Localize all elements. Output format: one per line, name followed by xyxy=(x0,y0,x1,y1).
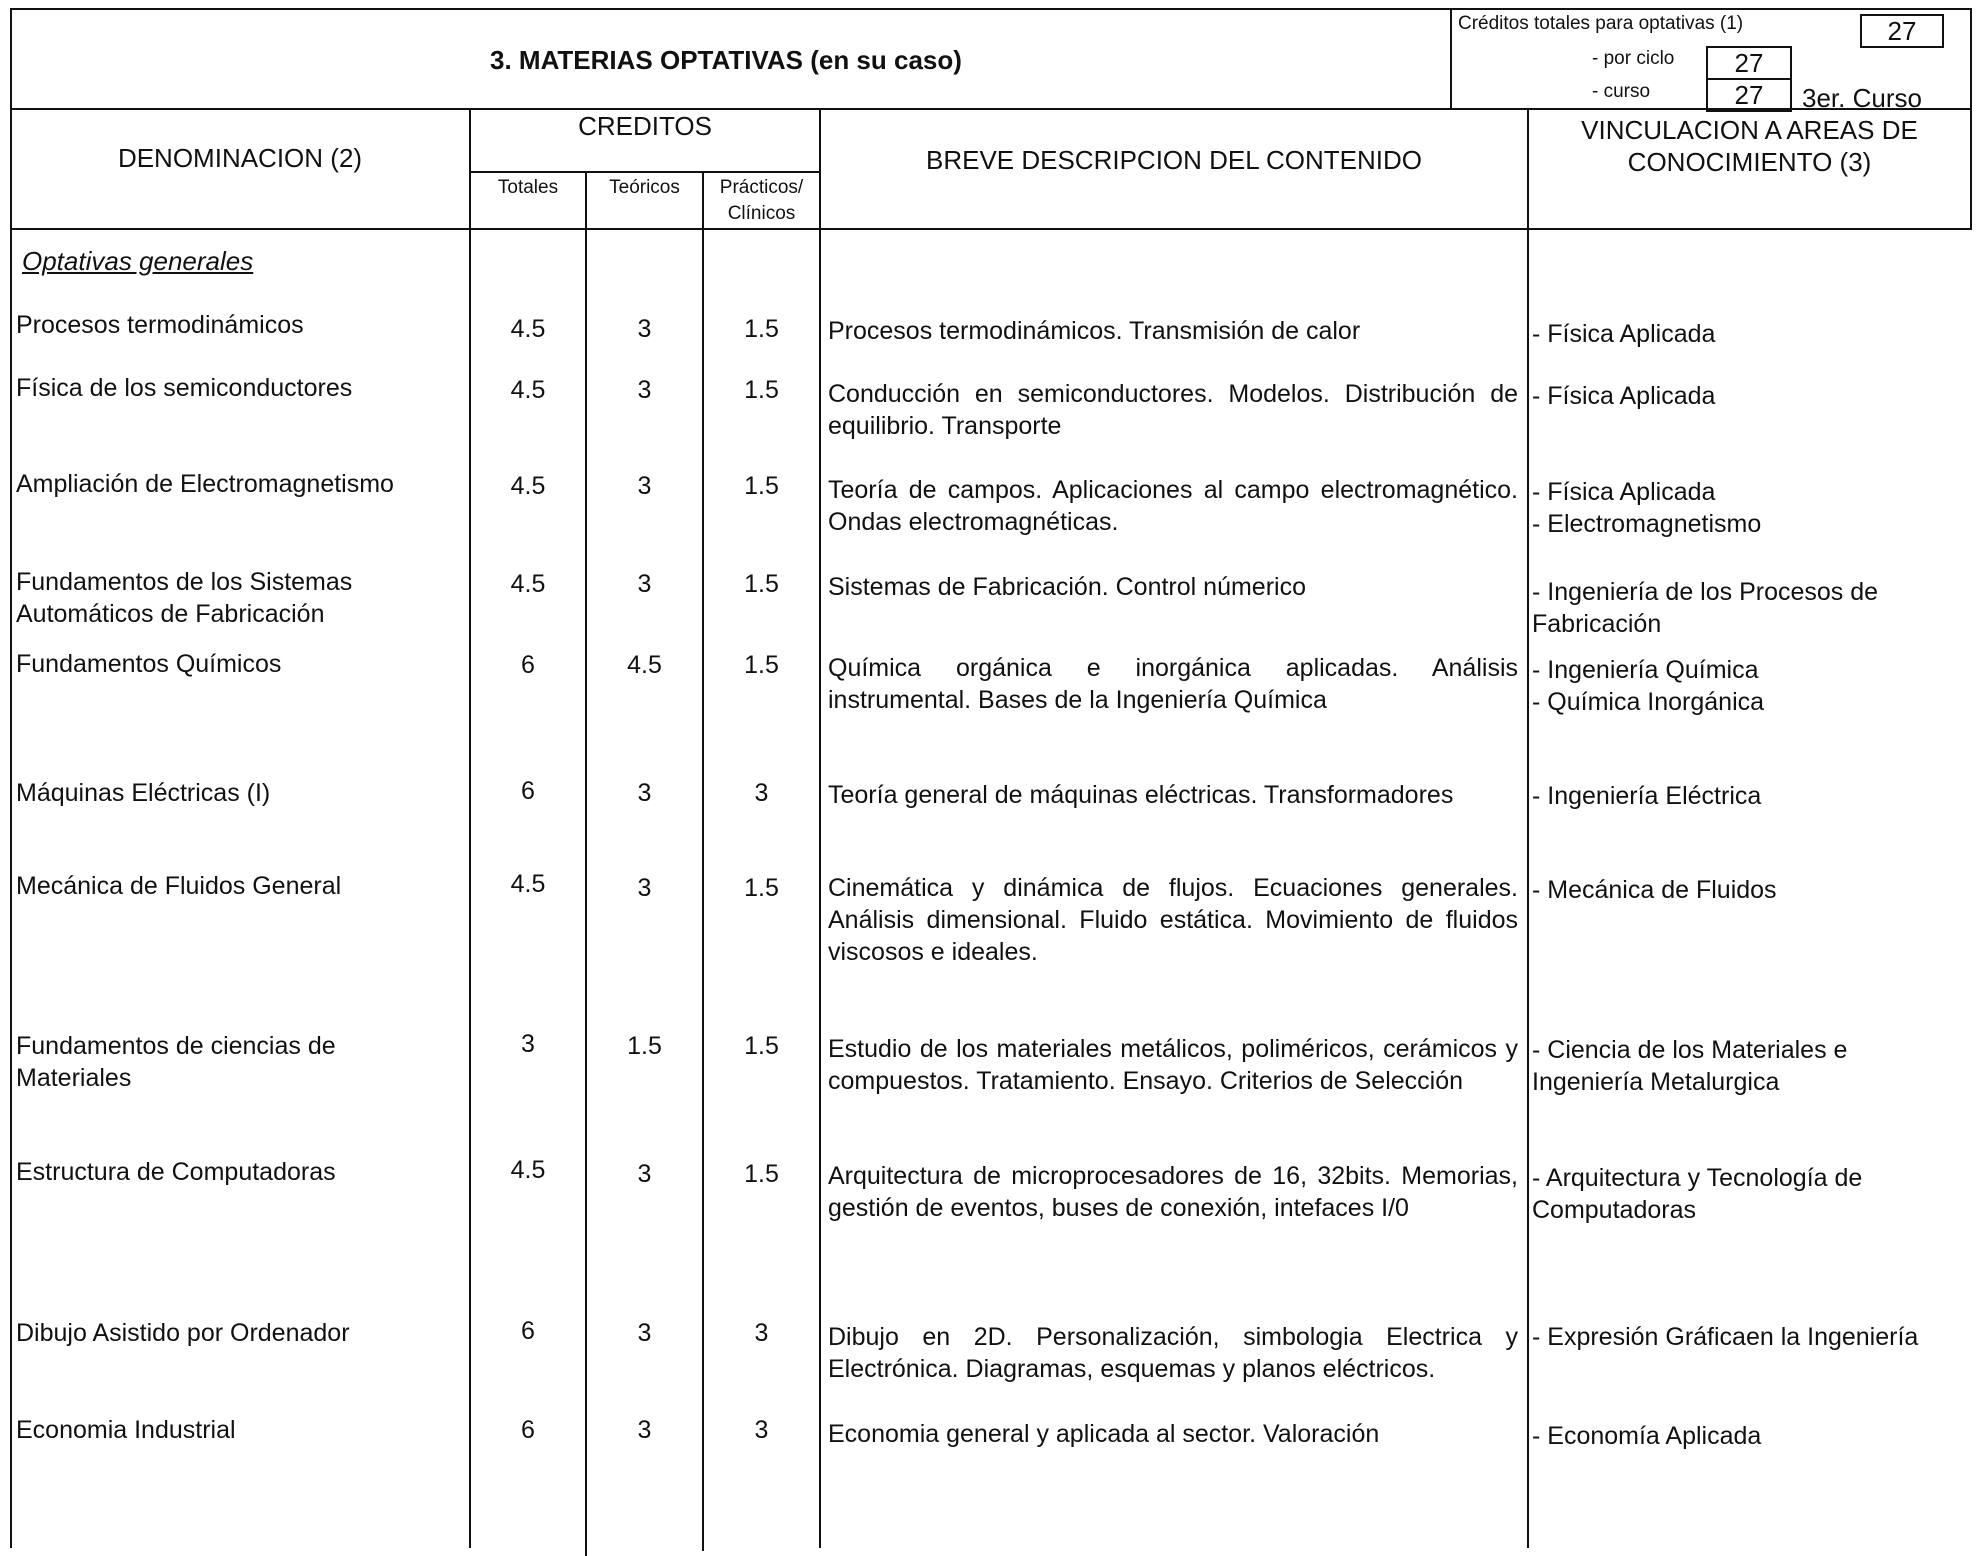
row-teoricos: 3 xyxy=(637,472,652,500)
header-bottom-line xyxy=(10,108,1972,110)
por-ciclo-box: 27 xyxy=(1706,46,1792,80)
creditos-divider-line xyxy=(470,171,820,173)
row-name: Estructura de Computadoras xyxy=(16,1158,336,1186)
row-area: - Electromagnetismo xyxy=(1532,510,1762,538)
row-area: - Física Aplicada xyxy=(1532,320,1716,348)
colheader-bottom-line xyxy=(10,228,1972,230)
row-description: Cinemática y dinámica de flujos. Ecuaciones generales. Análisis dimensional. Fluido estática. Movimiento de fluidos viscosos e ideales. xyxy=(828,874,1518,966)
row-name: Máquinas Eléctricas (I) xyxy=(16,779,271,807)
row-description: Teoría de campos. Aplicaciones al campo electromagnético. Ondas electromagnéticas. xyxy=(828,476,1518,536)
row-name: Fundamentos de ciencias de Materiales xyxy=(16,1032,336,1092)
row-practicos: 1.5 xyxy=(744,874,779,902)
row-teoricos: 3 xyxy=(637,1160,652,1188)
page-title: 3. MATERIAS OPTATIVAS (en su caso) xyxy=(490,45,962,75)
row-teoricos: 3 xyxy=(637,315,652,343)
col-vinculacion-line1: VINCULACION A AREAS DE xyxy=(1581,115,1918,145)
row-area: - Expresión Gráficaen la Ingeniería xyxy=(1532,1323,1919,1351)
row-totales: 6 xyxy=(521,651,535,679)
curso-label: - curso xyxy=(1592,81,1651,102)
row-name: Fundamentos Químicos xyxy=(16,650,282,678)
row-totales: 6 xyxy=(521,777,535,805)
row-description: Teoría general de máquinas eléctricas. Transformadores xyxy=(828,781,1454,809)
col-line-4 xyxy=(819,108,821,1548)
col-practicos: Prácticos/ xyxy=(719,177,804,198)
col-creditos: CREDITOS xyxy=(578,111,712,141)
row-totales: 4.5 xyxy=(510,1156,546,1184)
col-clinicos: Clínicos xyxy=(727,203,796,224)
row-description: Dibujo en 2D. Personalización, simbologia Electrica y Electrónica. Diagramas, esquemas y planos eléctricos. xyxy=(828,1323,1518,1383)
row-practicos: 1.5 xyxy=(744,376,779,404)
col-totales: Totales xyxy=(497,177,559,198)
row-name: Fundamentos de los Sistemas Automáticos de Fabricación xyxy=(16,568,353,628)
por-ciclo-label: - por ciclo xyxy=(1592,48,1675,69)
col-denominacion: DENOMINACION (2) xyxy=(117,143,363,173)
row-practicos: 1.5 xyxy=(744,1160,779,1188)
curso-box: 27 xyxy=(1706,78,1792,112)
row-area: - Química Inorgánica xyxy=(1532,688,1765,716)
row-name: Mecánica de Fluidos General xyxy=(16,872,342,900)
row-teoricos: 4.5 xyxy=(627,651,662,679)
header-divider-line xyxy=(1450,8,1452,110)
row-practicos: 1.5 xyxy=(744,1032,779,1060)
row-totales: 4.5 xyxy=(510,570,546,598)
row-practicos: 3 xyxy=(754,1319,769,1347)
row-name: Ampliación de Electromagnetismo xyxy=(16,470,394,498)
row-area: - Ingeniería Eléctrica xyxy=(1532,782,1762,810)
frame-top-line xyxy=(10,8,1972,10)
row-teoricos: 3 xyxy=(637,874,652,902)
row-teoricos: 3 xyxy=(637,1319,652,1347)
row-area: - Ingeniería Química xyxy=(1532,656,1759,684)
row-description: Conducción en semiconductores. Modelos. Distribución de equilibrio. Transporte xyxy=(828,380,1518,440)
row-teoricos: 3 xyxy=(637,376,652,404)
row-totales: 6 xyxy=(521,1416,535,1444)
row-teoricos: 1.5 xyxy=(627,1032,662,1060)
frame-left-line xyxy=(10,8,12,230)
row-teoricos: 3 xyxy=(637,570,652,598)
row-area: - Física Aplicada xyxy=(1532,478,1716,506)
row-totales: 4.5 xyxy=(510,315,546,343)
left-edge-body-line xyxy=(10,228,12,1548)
row-name: Procesos termodinámicos xyxy=(16,311,304,339)
row-description: Estudio de los materiales metálicos, poliméricos, cerámicos y compuestos. Tratamiento. Ensayo. Criterios de Selección xyxy=(828,1035,1518,1095)
row-area: - Arquitectura y Tecnología de Computadoras xyxy=(1532,1164,1863,1224)
section-title: Optativas generales xyxy=(22,246,254,276)
row-description: Arquitectura de microprocesadores de 16, 32bits. Memorias, gestión de eventos, buses de conexión, intefaces I/0 xyxy=(828,1162,1518,1222)
row-practicos: 1.5 xyxy=(744,472,779,500)
row-practicos: 3 xyxy=(754,779,769,807)
row-description: Procesos termodinámicos. Transmisión de calor xyxy=(828,317,1361,345)
row-teoricos: 3 xyxy=(637,1416,652,1444)
row-description: Sistemas de Fabricación. Control númerico xyxy=(828,573,1306,601)
col-teoricos: Teóricos xyxy=(609,177,680,198)
row-practicos: 1.5 xyxy=(744,570,779,598)
row-practicos: 3 xyxy=(754,1416,769,1444)
row-area: - Mecánica de Fluidos xyxy=(1532,876,1777,904)
row-practicos: 1.5 xyxy=(744,315,779,343)
frame-right-line xyxy=(1970,8,1972,230)
curso-name: 3er. Curso xyxy=(1802,83,1922,113)
row-area: - Física Aplicada xyxy=(1532,382,1716,410)
col-line-5 xyxy=(1527,108,1529,1548)
row-totales: 6 xyxy=(521,1317,535,1345)
row-description: Economia general y aplicada al sector. Valoración xyxy=(828,1420,1380,1448)
credits-total-box: 27 xyxy=(1860,14,1944,48)
row-description: Química orgánica e inorgánica aplicadas. Análisis instrumental. Bases de la Ingeniería Química xyxy=(828,654,1518,714)
row-area: - Economía Aplicada xyxy=(1532,1422,1762,1450)
row-totales: 4.5 xyxy=(510,472,546,500)
row-area: - Ciencia de los Materiales e Ingeniería Metalurgica xyxy=(1532,1036,1848,1096)
row-totales: 3 xyxy=(521,1030,535,1058)
row-name: Física de los semiconductores xyxy=(16,374,353,402)
row-area: - Ingeniería de los Procesos de Fabricación xyxy=(1532,578,1879,638)
row-teoricos: 3 xyxy=(637,779,652,807)
row-name: Economia Industrial xyxy=(16,1416,236,1444)
col-vinculacion-line2: CONOCIMIENTO (3) xyxy=(1627,147,1872,177)
col-descripcion: BREVE DESCRIPCION DEL CONTENIDO xyxy=(925,145,1422,175)
row-name: Dibujo Asistido por Ordenador xyxy=(16,1319,350,1347)
row-totales: 4.5 xyxy=(510,870,546,898)
row-totales: 4.5 xyxy=(510,376,546,404)
credits-total-label: Créditos totales para optativas (1) xyxy=(1458,13,1744,34)
row-practicos: 1.5 xyxy=(744,651,779,679)
